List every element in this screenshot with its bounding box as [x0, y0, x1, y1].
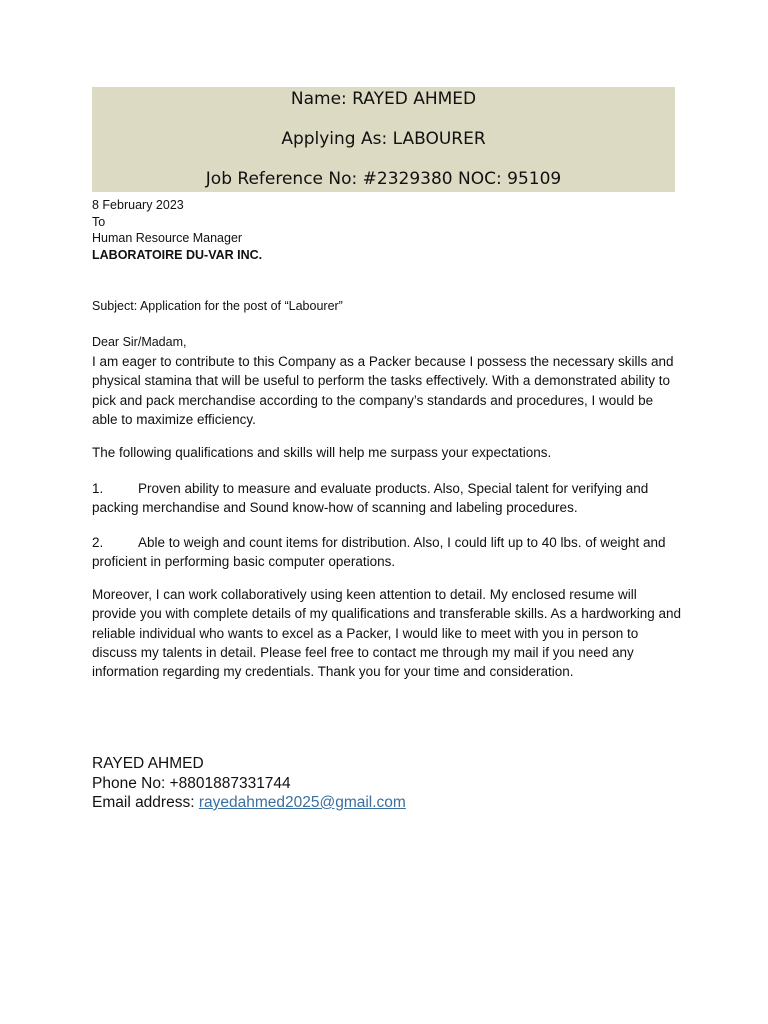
letter-subject: Subject: Application for the post of “Labourer”	[92, 299, 343, 313]
job-reference-line: Job Reference No: #2329380 NOC: 95109	[205, 169, 562, 189]
letter-closing-paragraph	[92, 585, 682, 681]
closing-text: Moreover, I can work collaboratively using keen attention to detail. My enclosed resume will provide you with complete details of my qualifications and transferable skills. As a hardworking and reliable individual who wants to excel as a Packer, I would like to meet with you in person to discuss my talents in detail. Please feel free to contact me through my mail if you need any information regarding my credentials. Thank you for your time and consideration.	[92, 587, 682, 680]
recipient-title: Human Resource Manager	[92, 231, 243, 245]
signature-block	[92, 754, 406, 813]
email-link[interactable]: rayedahmed2025@gmail.com	[198, 794, 406, 811]
qualifications-intro-paragraph	[92, 443, 682, 462]
signature-phone: Phone No: +8801887331744	[92, 774, 291, 792]
letter-intro-paragraph	[92, 352, 682, 429]
intro-text: I am eager to contribute to this Company as a Packer because I possess the necessary skills and physical stamina that will be useful to perform the tasks effectively. With a demonstrated ability to pick and pack merchandise according to the company’s standards and procedures, I would be able to maximize efficiency.	[92, 354, 674, 427]
list-item	[92, 479, 682, 518]
qualifications-intro-text: The following qualifications and skills will help me surpass your expectations.	[92, 445, 552, 460]
signature-name: RAYED AHMED	[92, 755, 204, 772]
signature-email-row	[92, 793, 406, 813]
recipient-company: LABORATOIRE DU-VAR INC.	[92, 247, 263, 262]
list-item-text: Proven ability to measure and evaluate products. Also, Special talent for verifying and packing merchandise and Sound know-how of scanning and labeling procedures.	[92, 481, 649, 516]
letter-address-block	[92, 197, 682, 263]
list-item-number: 1.	[92, 481, 104, 496]
list-item	[92, 533, 682, 572]
list-item-number: 2.	[92, 535, 104, 550]
header-banner	[92, 87, 675, 192]
letter-date: 8 February 2023	[92, 198, 184, 212]
applicant-name-line: Name: RAYED AHMED	[290, 89, 477, 109]
email-label: Email address:	[92, 794, 195, 811]
list-item-text: Able to weigh and count items for distribution. Also, I could lift up to 40 lbs. of weight and proficient in performing basic computer operations.	[92, 535, 666, 570]
applying-as-line: Applying As: LABOURER	[281, 129, 486, 149]
letter-to: To	[92, 214, 106, 229]
letter-salutation: Dear Sir/Madam,	[92, 335, 187, 349]
